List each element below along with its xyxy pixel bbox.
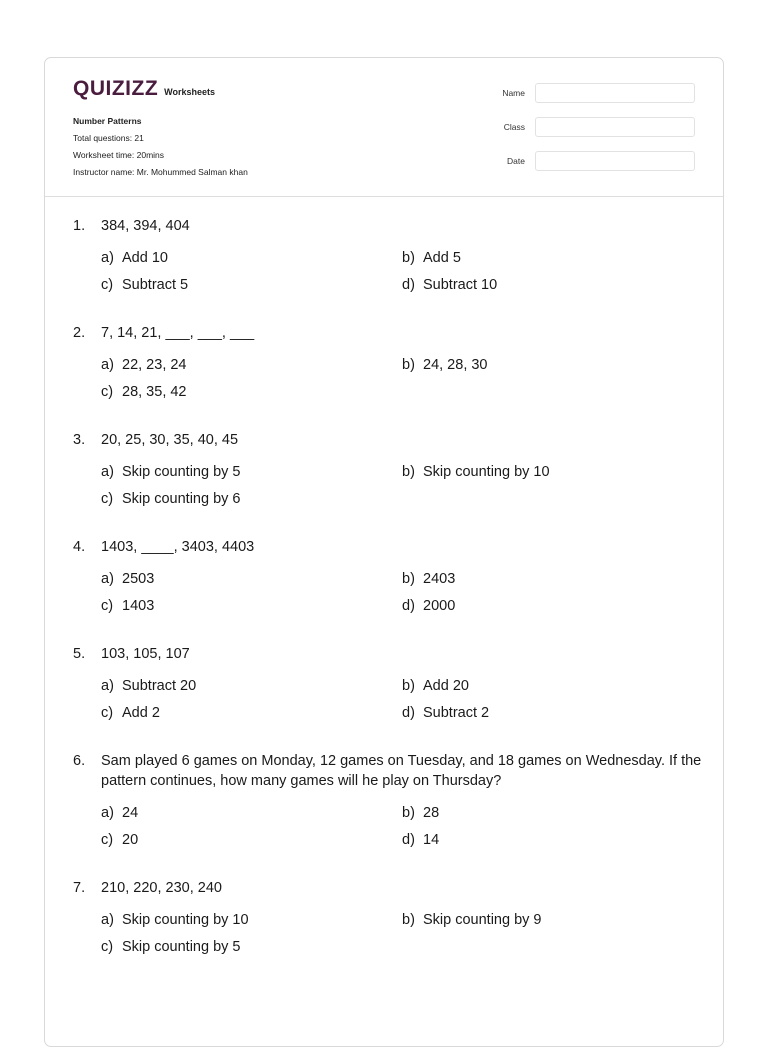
question-line <box>73 751 703 791</box>
option-text: Subtract 5 <box>122 277 189 293</box>
brand-subtitle: Worksheets <box>164 87 216 97</box>
option-letter: a) <box>101 357 114 373</box>
answer-option[interactable] <box>101 248 402 268</box>
option-letter: b) <box>402 571 415 587</box>
answer-option[interactable] <box>101 275 402 295</box>
answer-option[interactable] <box>402 462 703 482</box>
answer-option[interactable] <box>402 703 703 723</box>
option-letter: d) <box>402 277 415 293</box>
question-text: 20, 25, 30, 35, 40, 45 <box>101 432 239 448</box>
worksheet-time: Worksheet time: 20mins <box>73 150 165 160</box>
option-text: 20 <box>122 832 139 848</box>
answer-option[interactable] <box>402 830 703 850</box>
worksheet-title: Number Patterns <box>73 116 142 126</box>
option-letter: c) <box>101 277 114 293</box>
option-letter: a) <box>101 464 114 480</box>
question-line <box>73 537 703 557</box>
option-text: Skip counting by 9 <box>423 912 542 928</box>
question-5 <box>73 644 703 723</box>
answer-option[interactable] <box>101 596 402 616</box>
option-letter: c) <box>101 598 114 614</box>
question-number: 6. <box>73 753 86 769</box>
option-text: Subtract 20 <box>122 678 197 694</box>
option-text: 28 <box>423 805 440 821</box>
question-text: 210, 220, 230, 240 <box>101 880 222 896</box>
option-text: Skip counting by 5 <box>122 939 241 955</box>
worksheet-meta <box>73 113 248 181</box>
question-text: 1403, ____, 3403, 4403 <box>101 539 255 555</box>
option-letter: d) <box>402 598 415 614</box>
option-text: Add 5 <box>423 250 461 266</box>
option-text: Add 10 <box>122 250 168 266</box>
option-text: Skip counting by 10 <box>423 464 550 480</box>
student-fields <box>495 82 695 184</box>
question-number: 1. <box>73 218 86 234</box>
answer-options <box>101 569 703 616</box>
option-text: Skip counting by 10 <box>122 912 249 928</box>
option-text: Add 2 <box>122 705 160 721</box>
option-letter: c) <box>101 384 114 400</box>
answer-option[interactable] <box>101 462 402 482</box>
worksheet <box>44 57 724 1047</box>
question-line <box>73 216 703 236</box>
answer-option[interactable] <box>402 676 703 696</box>
name-field[interactable] <box>535 83 695 103</box>
question-line <box>73 878 703 898</box>
answer-option[interactable] <box>101 830 402 850</box>
question-number: 3. <box>73 432 86 448</box>
answer-option[interactable] <box>101 382 402 402</box>
answer-option[interactable] <box>101 937 402 957</box>
question-text: 103, 105, 107 <box>101 646 190 662</box>
option-letter: b) <box>402 250 415 266</box>
answer-option[interactable] <box>101 676 402 696</box>
option-letter: d) <box>402 832 415 848</box>
question-text: 384, 394, 404 <box>101 218 190 234</box>
answer-option[interactable] <box>402 910 703 930</box>
date-field[interactable] <box>535 151 695 171</box>
option-letter: b) <box>402 464 415 480</box>
option-letter: a) <box>101 571 114 587</box>
option-text: 2000 <box>423 598 456 614</box>
brand <box>73 77 215 101</box>
answer-options <box>101 803 703 850</box>
instructor-name: Instructor name: Mr. Mohummed Salman khan <box>73 167 248 177</box>
answer-option[interactable] <box>402 596 703 616</box>
answer-option[interactable] <box>402 275 703 295</box>
question-text: Sam played 6 games on Monday, 12 games on Tuesday, and 18 games on Wednesday. If the pattern continues, how many games will he play on Thursday? <box>101 753 702 789</box>
answer-option[interactable] <box>101 355 402 375</box>
question-line <box>73 644 703 664</box>
option-text: Add 20 <box>423 678 469 694</box>
name-label: Name <box>502 88 525 98</box>
option-text: Subtract 2 <box>423 705 490 721</box>
class-field[interactable] <box>535 117 695 137</box>
option-letter: a) <box>101 805 114 821</box>
question-number: 2. <box>73 325 86 341</box>
option-letter: b) <box>402 678 415 694</box>
answer-option[interactable] <box>101 569 402 589</box>
total-questions: Total questions: 21 <box>73 133 144 143</box>
answer-option[interactable] <box>402 803 703 823</box>
class-label: Class <box>503 122 525 132</box>
answer-option[interactable] <box>402 569 703 589</box>
answer-options <box>101 462 703 509</box>
quizizz-logo: QUIZIZZ <box>73 77 159 100</box>
option-letter: c) <box>101 491 114 507</box>
option-letter: d) <box>402 705 415 721</box>
option-text: Skip counting by 6 <box>122 491 241 507</box>
question-number: 7. <box>73 880 86 896</box>
option-letter: a) <box>101 250 114 266</box>
option-text: 28, 35, 42 <box>122 384 187 400</box>
option-letter: c) <box>101 832 114 848</box>
answer-options <box>101 248 703 295</box>
date-field-row <box>495 150 695 172</box>
date-label: Date <box>507 156 525 166</box>
answer-option[interactable] <box>101 803 402 823</box>
question-number: 5. <box>73 646 86 662</box>
question-number: 4. <box>73 539 86 555</box>
worksheet-header <box>45 58 723 197</box>
option-text: Skip counting by 5 <box>122 464 241 480</box>
option-text: 24, 28, 30 <box>423 357 488 373</box>
answer-option[interactable] <box>402 248 703 268</box>
option-letter: a) <box>101 678 114 694</box>
answer-option[interactable] <box>402 355 703 375</box>
answer-option[interactable] <box>101 910 402 930</box>
class-field-row <box>495 116 695 138</box>
question-text: 7, 14, 21, ___, ___, ___ <box>101 325 255 341</box>
option-text: 22, 23, 24 <box>122 357 187 373</box>
answer-option[interactable] <box>101 703 402 723</box>
option-text: 2503 <box>122 571 155 587</box>
option-text: Subtract 10 <box>423 277 498 293</box>
option-letter: a) <box>101 912 114 928</box>
option-letter: c) <box>101 939 114 955</box>
answer-options <box>101 676 703 723</box>
name-field-row <box>495 82 695 104</box>
question-1 <box>73 216 703 295</box>
option-letter: b) <box>402 912 415 928</box>
question-3 <box>73 430 703 509</box>
option-letter: b) <box>402 805 415 821</box>
option-text: 24 <box>122 805 139 821</box>
answer-option[interactable] <box>101 489 402 509</box>
option-text: 2403 <box>423 571 456 587</box>
question-7 <box>73 878 703 957</box>
option-letter: b) <box>402 357 415 373</box>
question-6 <box>73 751 703 850</box>
question-list <box>73 216 703 985</box>
answer-options <box>101 355 703 402</box>
question-2 <box>73 323 703 402</box>
option-letter: c) <box>101 705 114 721</box>
option-text: 1403 <box>122 598 155 614</box>
answer-options <box>101 910 703 957</box>
question-4 <box>73 537 703 616</box>
question-line <box>73 430 703 450</box>
option-text: 14 <box>423 832 440 848</box>
question-line <box>73 323 703 343</box>
